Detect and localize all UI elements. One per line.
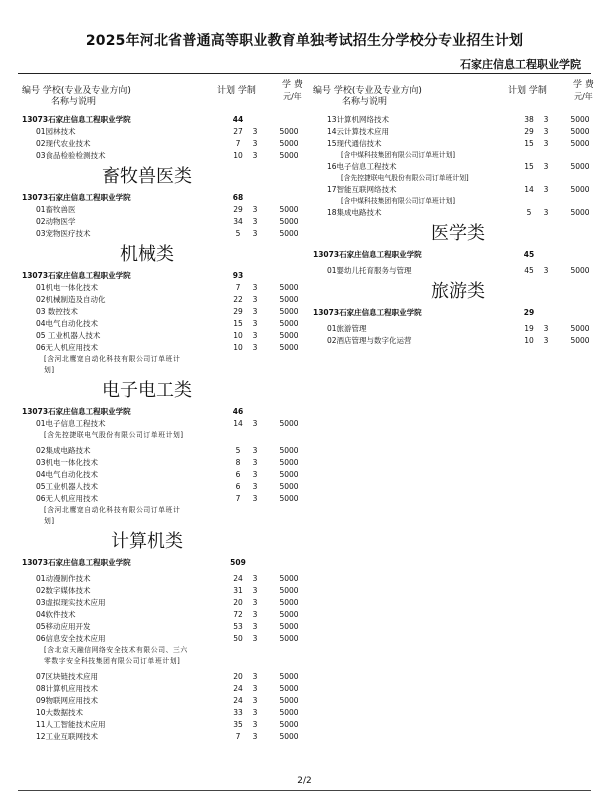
category-heading: 畜牧兽医类 — [102, 166, 192, 187]
major-name: 04软件技术 — [36, 610, 76, 619]
major-years: 3 — [252, 307, 258, 316]
major-fee: 5000 — [279, 446, 299, 455]
major-count: 20 — [233, 672, 243, 681]
note-text: [含中煤科技集团有限公司订单班计划] — [341, 151, 456, 159]
major-fee: 5000 — [570, 139, 590, 148]
major-years: 3 — [252, 151, 258, 160]
footer-divider — [18, 790, 591, 791]
note-text: [含中煤科技集团有限公司订单班计划] — [341, 197, 456, 205]
major-count: 15 — [233, 319, 243, 328]
category-heading: 医学类 — [431, 223, 485, 244]
major-name: 01畜牧兽医 — [36, 205, 76, 214]
major-fee: 5000 — [279, 419, 299, 428]
category-heading: 计算机类 — [111, 531, 183, 552]
note-text: 划] — [44, 366, 55, 374]
table-row — [313, 161, 603, 173]
major-count: 5 — [235, 446, 241, 455]
major-fee: 5000 — [279, 684, 299, 693]
major-fee: 5000 — [279, 139, 299, 148]
school-code: 13073石家庄信息工程职业学院 — [22, 558, 131, 567]
major-years: 3 — [252, 217, 258, 226]
school-code: 13073石家庄信息工程职业学院 — [22, 115, 131, 124]
major-fee: 5000 — [279, 470, 299, 479]
major-count: 5 — [235, 229, 241, 238]
school-row — [313, 307, 603, 319]
major-name: 03虚拟现实技术应用 — [36, 598, 106, 607]
major-fee: 5000 — [279, 217, 299, 226]
table-row — [22, 621, 312, 633]
header-fee-unit: 元/年 — [283, 92, 302, 101]
major-count: 19 — [524, 324, 534, 333]
major-count: 29 — [524, 127, 534, 136]
order-class-note — [313, 196, 603, 207]
major-fee: 5000 — [570, 127, 590, 136]
major-years: 3 — [252, 446, 258, 455]
major-years: 3 — [543, 324, 549, 333]
table-row — [22, 150, 312, 162]
school-count: 46 — [232, 407, 244, 416]
major-fee: 5000 — [279, 205, 299, 214]
table-row — [22, 457, 312, 469]
school-count: 29 — [523, 308, 535, 317]
major-count: 31 — [233, 586, 243, 595]
major-fee: 5000 — [279, 482, 299, 491]
major-name: 02动物医学 — [36, 217, 76, 226]
major-name: 02现代农业技术 — [36, 139, 91, 148]
note-text: [含先控捷联电气股份有限公司订单班计划] — [341, 174, 469, 182]
school-row — [22, 192, 312, 204]
major-years: 3 — [543, 208, 549, 217]
major-count: 24 — [233, 684, 243, 693]
major-fee: 5000 — [279, 151, 299, 160]
table-row — [313, 114, 603, 126]
major-fee: 5000 — [279, 343, 299, 352]
major-name: 05移动应用开发 — [36, 622, 91, 631]
major-count: 7 — [235, 139, 241, 148]
major-name: 10大数据技术 — [36, 708, 84, 717]
table-row — [313, 265, 603, 277]
page-number: 2/2 — [297, 776, 312, 786]
major-fee: 5000 — [570, 266, 590, 275]
school-code: 13073石家庄信息工程职业学院 — [313, 308, 422, 317]
table-row — [22, 719, 312, 731]
table-row — [22, 683, 312, 695]
major-name: 04电气自动化技术 — [36, 319, 99, 328]
order-class-note — [22, 645, 312, 656]
major-years: 3 — [252, 482, 258, 491]
major-years: 3 — [252, 295, 258, 304]
major-years: 3 — [252, 127, 258, 136]
major-name: 13计算机网络技术 — [327, 115, 390, 124]
major-name: 01动漫制作技术 — [36, 574, 91, 583]
school-count: 45 — [523, 250, 535, 259]
header-fee — [573, 80, 594, 102]
major-count: 20 — [233, 598, 243, 607]
table-row — [22, 228, 312, 240]
table-row — [22, 342, 312, 354]
major-fee: 5000 — [279, 732, 299, 741]
major-count: 6 — [235, 482, 241, 491]
major-fee: 5000 — [279, 127, 299, 136]
note-text: [含河北鹰宽自动化科技有限公司订单班计 — [44, 506, 181, 514]
major-count: 10 — [233, 331, 243, 340]
right-column — [313, 80, 603, 347]
note-text: 零数字安全科技集团有限公司订单班计划] — [44, 657, 181, 665]
major-name: 06无人机应用技术 — [36, 343, 99, 352]
major-name: 12工业互联网技术 — [36, 732, 99, 741]
major-years: 3 — [543, 162, 549, 171]
major-years: 3 — [252, 470, 258, 479]
major-fee: 5000 — [570, 208, 590, 217]
major-name: 03 数控技术 — [36, 307, 78, 316]
major-fee: 5000 — [570, 185, 590, 194]
major-fee: 5000 — [279, 295, 299, 304]
major-name: 01婴幼儿托育服务与管理 — [327, 266, 412, 275]
header-fee-label: 学 费 — [573, 80, 594, 90]
major-count: 5 — [526, 208, 532, 217]
table-row — [22, 573, 312, 585]
school-count: 509 — [230, 558, 246, 567]
order-class-note — [22, 430, 312, 441]
table-row — [22, 306, 312, 318]
major-name: 18集成电路技术 — [327, 208, 382, 217]
table-row — [22, 204, 312, 216]
major-fee: 5000 — [279, 494, 299, 503]
major-years: 3 — [252, 494, 258, 503]
major-fee: 5000 — [279, 598, 299, 607]
major-count: 8 — [235, 458, 241, 467]
table-row — [22, 671, 312, 683]
major-name: 06信息安全技术应用 — [36, 634, 106, 643]
major-count: 10 — [233, 151, 243, 160]
major-fee: 5000 — [570, 336, 590, 345]
table-row — [22, 282, 312, 294]
table-row — [22, 138, 312, 150]
category-heading: 旅游类 — [431, 281, 485, 302]
school-code: 13073石家庄信息工程职业学院 — [22, 271, 131, 280]
major-years: 3 — [543, 266, 549, 275]
major-fee: 5000 — [279, 696, 299, 705]
school-code: 13073石家庄信息工程职业学院 — [313, 250, 422, 259]
table-row — [22, 445, 312, 457]
note-text: [含河北鹰宽自动化科技有限公司订单班计 — [44, 355, 181, 363]
major-name: 03食品检验检测技术 — [36, 151, 106, 160]
major-count: 50 — [233, 634, 243, 643]
major-fee: 5000 — [279, 622, 299, 631]
major-count: 38 — [524, 115, 534, 124]
major-years: 3 — [252, 696, 258, 705]
major-count: 29 — [233, 205, 243, 214]
major-fee: 5000 — [279, 634, 299, 643]
major-years: 3 — [252, 634, 258, 643]
major-count: 6 — [235, 470, 241, 479]
header-fee — [282, 80, 303, 102]
major-years: 3 — [252, 283, 258, 292]
major-years: 3 — [252, 684, 258, 693]
major-fee: 5000 — [279, 708, 299, 717]
table-row — [22, 493, 312, 505]
major-name: 01机电一体化技术 — [36, 283, 99, 292]
major-years: 3 — [252, 205, 258, 214]
major-years: 3 — [252, 586, 258, 595]
major-count: 34 — [233, 217, 243, 226]
order-class-note — [313, 173, 603, 184]
major-name: 17智能互联网络技术 — [327, 185, 397, 194]
table-row — [22, 609, 312, 621]
school-count: 68 — [232, 193, 244, 202]
school-name-header: 石家庄信息工程职业学院 — [460, 58, 581, 71]
major-years: 3 — [543, 336, 549, 345]
header-code-school: 编号 学校(专业及专业方向) — [313, 86, 422, 96]
major-name: 02数字媒体技术 — [36, 586, 91, 595]
table-row — [22, 294, 312, 306]
major-name: 11人工智能技术应用 — [36, 720, 106, 729]
major-count: 15 — [524, 139, 534, 148]
table-row — [313, 323, 603, 335]
major-years: 3 — [252, 319, 258, 328]
major-count: 29 — [233, 307, 243, 316]
school-count: 44 — [232, 115, 244, 124]
major-fee: 5000 — [279, 610, 299, 619]
major-fee: 5000 — [279, 574, 299, 583]
table-row — [313, 335, 603, 347]
school-row — [313, 249, 603, 261]
major-count: 7 — [235, 732, 241, 741]
table-row — [22, 126, 312, 138]
major-fee: 5000 — [279, 229, 299, 238]
major-years: 3 — [252, 708, 258, 717]
major-count: 35 — [233, 720, 243, 729]
major-name: 09物联网应用技术 — [36, 696, 99, 705]
header-divider — [18, 73, 591, 74]
table-row — [22, 481, 312, 493]
major-fee: 5000 — [279, 319, 299, 328]
table-row — [22, 216, 312, 228]
order-class-note — [313, 150, 603, 161]
note-text: [含先控捷联电气股份有限公司订单班计划] — [44, 431, 184, 439]
major-count: 22 — [233, 295, 243, 304]
major-name: 04电气自动化技术 — [36, 470, 99, 479]
left-column — [22, 80, 312, 743]
major-years: 3 — [252, 732, 258, 741]
major-count: 10 — [524, 336, 534, 345]
major-count: 7 — [235, 283, 241, 292]
school-count: 93 — [232, 271, 244, 280]
major-years: 3 — [252, 419, 258, 428]
school-code: 13073石家庄信息工程职业学院 — [22, 193, 131, 202]
major-name: 05 工业机器人技术 — [36, 331, 101, 340]
header-plan: 计划 学制 — [508, 86, 547, 96]
order-class-note — [22, 656, 312, 667]
major-years: 3 — [543, 115, 549, 124]
major-count: 33 — [233, 708, 243, 717]
major-years: 3 — [252, 343, 258, 352]
major-fee: 5000 — [279, 672, 299, 681]
major-name: 02机械制造及自动化 — [36, 295, 106, 304]
header-name-desc: 名称与说明 — [342, 97, 388, 107]
major-years: 3 — [252, 672, 258, 681]
major-name: 01园林技术 — [36, 127, 76, 136]
order-class-note — [22, 516, 312, 527]
major-name: 02集成电路技术 — [36, 446, 91, 455]
major-count: 15 — [524, 162, 534, 171]
page-title: 2025年河北省普通高等职业教育单独考试招生分学校分专业招生计划 — [85, 33, 524, 49]
table-row — [22, 707, 312, 719]
major-fee: 5000 — [279, 331, 299, 340]
header-fee-unit: 元/年 — [574, 92, 593, 101]
table-row — [22, 318, 312, 330]
category-heading: 电子电工类 — [102, 380, 192, 401]
table-row — [313, 207, 603, 219]
major-count: 14 — [233, 419, 243, 428]
table-row — [22, 597, 312, 609]
column-header — [313, 80, 603, 114]
column-header — [22, 80, 312, 114]
school-row — [22, 270, 312, 282]
category-heading: 机械类 — [120, 244, 174, 265]
major-fee: 5000 — [570, 115, 590, 124]
note-text: [含北京天融信网络安全技术有限公司、三六 — [44, 646, 188, 654]
major-fee: 5000 — [279, 283, 299, 292]
major-years: 3 — [543, 127, 549, 136]
major-years: 3 — [543, 185, 549, 194]
major-years: 3 — [252, 720, 258, 729]
major-count: 24 — [233, 574, 243, 583]
major-count: 10 — [233, 343, 243, 352]
major-name: 02酒店管理与数字化运营 — [327, 336, 412, 345]
table-row — [22, 330, 312, 342]
major-count: 45 — [524, 266, 534, 275]
major-count: 72 — [233, 610, 243, 619]
major-fee: 5000 — [279, 720, 299, 729]
school-row — [22, 557, 312, 569]
order-class-note — [22, 354, 312, 365]
major-count: 7 — [235, 494, 241, 503]
major-name: 01电子信息工程技术 — [36, 419, 106, 428]
major-name: 15现代通信技术 — [327, 139, 382, 148]
header-fee-label: 学 费 — [282, 80, 303, 90]
major-years: 3 — [252, 229, 258, 238]
major-name: 16电子信息工程技术 — [327, 162, 397, 171]
major-name: 01旅游管理 — [327, 324, 367, 333]
major-count: 27 — [233, 127, 243, 136]
table-row — [22, 731, 312, 743]
major-count: 14 — [524, 185, 534, 194]
header-plan: 计划 学制 — [217, 86, 256, 96]
order-class-note — [22, 505, 312, 516]
school-row — [22, 114, 312, 126]
major-fee: 5000 — [570, 324, 590, 333]
school-row — [22, 406, 312, 418]
table-row — [22, 585, 312, 597]
major-name: 03宠物医疗技术 — [36, 229, 91, 238]
note-text: 划] — [44, 517, 55, 525]
major-fee: 5000 — [279, 586, 299, 595]
major-name: 03机电一体化技术 — [36, 458, 99, 467]
table-row — [313, 138, 603, 150]
table-row — [22, 633, 312, 645]
major-years: 3 — [252, 610, 258, 619]
major-name: 05工业机器人技术 — [36, 482, 99, 491]
major-fee: 5000 — [279, 307, 299, 316]
major-years: 3 — [543, 139, 549, 148]
major-name: 06无人机应用技术 — [36, 494, 99, 503]
major-count: 24 — [233, 696, 243, 705]
major-fee: 5000 — [279, 458, 299, 467]
major-years: 3 — [252, 574, 258, 583]
order-class-note — [22, 365, 312, 376]
table-row — [313, 184, 603, 196]
major-years: 3 — [252, 598, 258, 607]
table-row — [22, 418, 312, 430]
major-name: 08计算机应用技术 — [36, 684, 99, 693]
major-name: 14云计算技术应用 — [327, 127, 390, 136]
major-name: 07区块链技术应用 — [36, 672, 99, 681]
table-row — [22, 469, 312, 481]
school-code: 13073石家庄信息工程职业学院 — [22, 407, 131, 416]
table-row — [22, 695, 312, 707]
major-fee: 5000 — [570, 162, 590, 171]
header-code-school: 编号 学校(专业及专业方向) — [22, 86, 131, 96]
major-years: 3 — [252, 139, 258, 148]
header-name-desc: 名称与说明 — [51, 97, 97, 107]
table-row — [313, 126, 603, 138]
major-years: 3 — [252, 458, 258, 467]
major-count: 53 — [233, 622, 243, 631]
major-years: 3 — [252, 331, 258, 340]
major-years: 3 — [252, 622, 258, 631]
